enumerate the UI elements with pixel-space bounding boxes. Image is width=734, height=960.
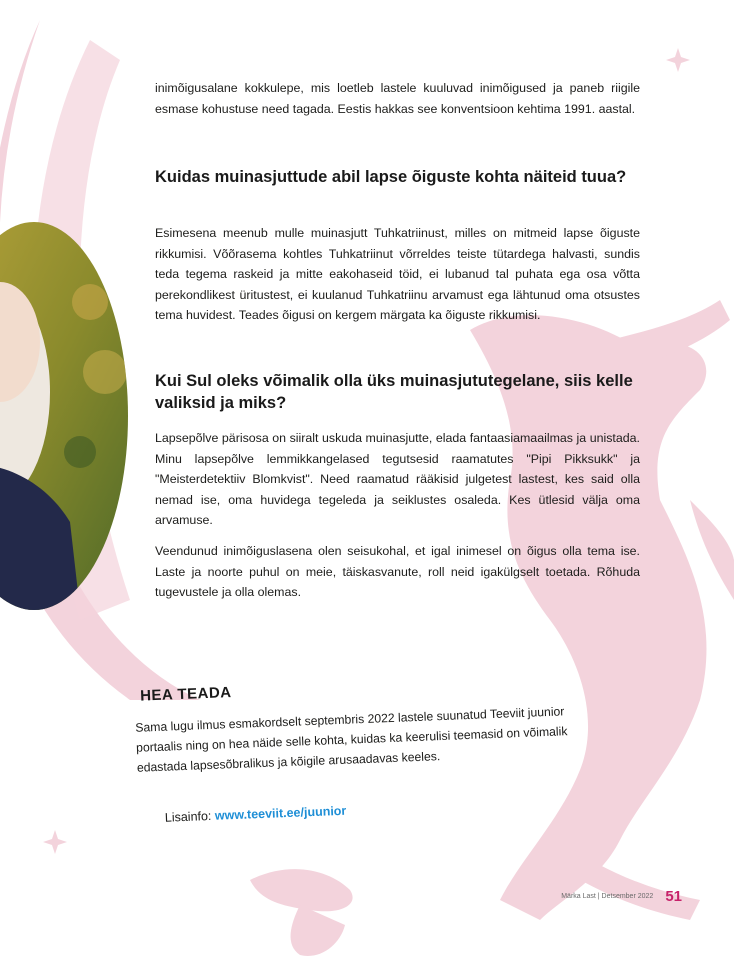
more-info-label: Lisainfo:	[164, 808, 212, 825]
box-text: Sama lugu ilmus esmakordselt septembris 2022 lastele suunatud Teeviit juunior portaalis ning on hea näide selle kohta, kuidas ka keerulisi teemasid on võimalik edastada lapsesõbralikus ja kõigile arusaadavas keeles.	[135, 704, 568, 775]
box-title: HEA TEADA	[139, 684, 232, 705]
answer-1-block	[155, 223, 640, 326]
answer-3-block	[155, 541, 640, 603]
good-to-know-box	[128, 622, 606, 850]
article-intro-block	[155, 78, 640, 119]
question-2-block	[155, 370, 640, 414]
page-footer	[561, 888, 682, 905]
answer-paragraph: Lapsepõlve pärisosa on siiralt uskuda muinasjutte, elada fantaasiamaailmas ja unistada. Minu lapsepõlve lemmikkangelased tegutsesid raamatutes "Pipi Pikksukk" ja "Meisterdetektiiv Blomkvist". Need raamatud rääkisid julgetest lastest, kes said olla nemad ise, oma huvidega tegeleda ja seiklustes osaleda. Kes ütlesid välja oma arvamuse.	[155, 431, 640, 527]
answer-2-block	[155, 428, 640, 531]
question-heading: Kuidas muinasjuttude abil lapse õiguste kohta näiteid tuua?	[155, 168, 627, 186]
page-number: 51	[665, 888, 682, 905]
issue-meta: Märka Last | Detsember 2022	[561, 893, 654, 900]
more-info-link[interactable]: www.teeviit.ee/juunior	[214, 803, 347, 823]
more-info-line	[165, 804, 347, 825]
answer-paragraph: Esimesena meenub mulle muinasjutt Tuhkatriinust, milles on mitmeid lapse õiguste rikkumisi. Võõrasema kohtles Tuhkatriinut võrreldes teiste tütardega halvasti, sundis teda tegema raskeid ja mitte eakohaseid töid, ei lubanud tal puhata ega osa võtta perekondlikest üritustest, ei kuulanud Tuhkatriinu arvamust ega lähtunud oma otsustes tema huvidest. Teades õigusi on kergem märgata ka õiguste rikkumisi.	[155, 226, 640, 322]
intro-paragraph: inimõigusalane kokkulepe, mis loetleb lastele kuuluvad inimõigused ja paneb riigile esmase kohustuse need tagada. Eestis hakkas see konventsioon kehtima 1991. aastal.	[155, 81, 640, 116]
answer-paragraph: Veendunud inimõiguslasena olen seisukohal, et igal inimesel on õigus olla tema ise. Laste ja noorte puhul on meie, täiskasvanute, roll neid igakülgselt toetada. Rõhuda tugevustele ja olla olemas.	[155, 544, 640, 599]
question-heading: Kui Sul oleks võimalik olla üks muinasjututegelane, siis kelle valiksid ja miks?	[155, 372, 633, 412]
question-1-block	[155, 166, 640, 188]
